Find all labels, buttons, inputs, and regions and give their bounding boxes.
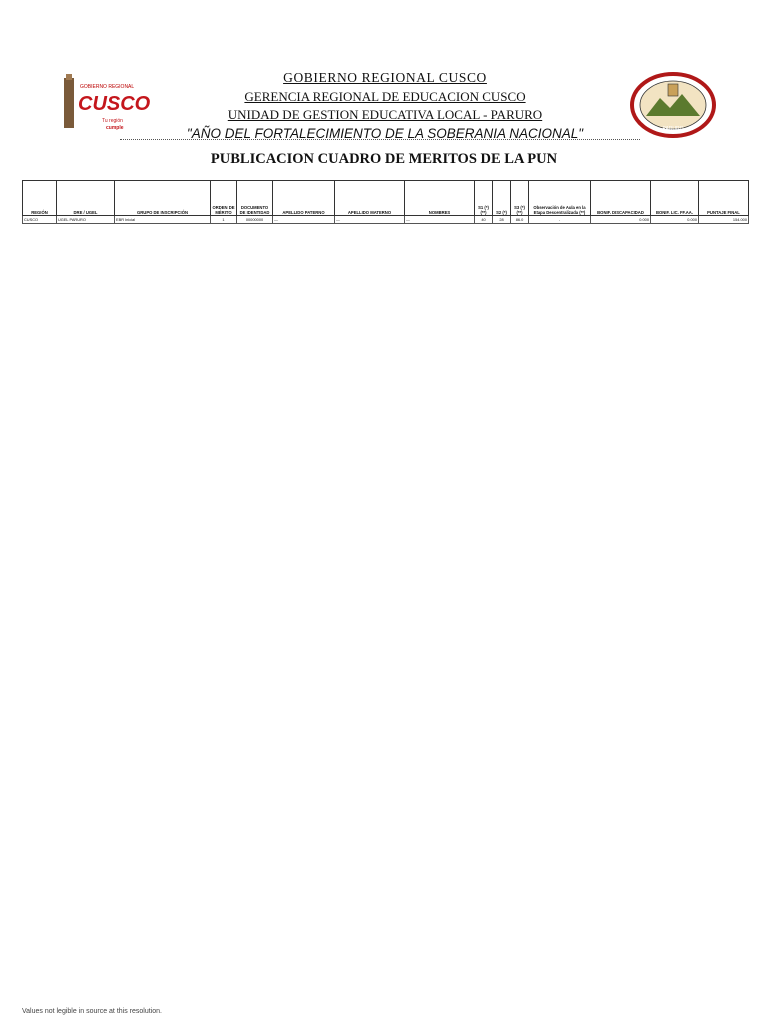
gobierno-regional-line: GOBIERNO REGIONAL CUSCO: [283, 70, 487, 85]
table-row: [23, 216, 749, 224]
ugel-paruro-seal: [630, 72, 716, 138]
column-header: BONIF. LIC. FF.AA.: [651, 181, 699, 216]
column-header: BONIF. DISCAPACIDAD: [591, 181, 651, 216]
document-header: [0, 0, 768, 150]
header-text-block: [150, 70, 620, 141]
column-header: DOCUMENTO DE IDENTIDAD: [237, 181, 273, 216]
table-cell: —: [405, 216, 475, 224]
svg-text:PARURO: PARURO: [662, 126, 684, 132]
table-cell: -: [529, 216, 591, 224]
table-cell: 1: [211, 216, 237, 224]
table-cell: 154.000: [699, 216, 749, 224]
page-title: PUBLICACION CUADRO DE MERITOS DE LA PUN: [210, 151, 558, 167]
table-header-row: [23, 181, 749, 216]
column-header: DRE / UGEL: [57, 181, 115, 216]
column-header: NOMBRES: [405, 181, 475, 216]
column-header: S1 (*) (**): [475, 181, 493, 216]
table-cell: CUSCO: [23, 216, 57, 224]
table-cell: 28: [493, 216, 511, 224]
legibility-note: Values not legible in source at this resolution.: [22, 1008, 162, 1015]
column-header: PUNTAJE FINAL: [699, 181, 749, 216]
merit-table: [22, 180, 749, 224]
table-cell: 0.000: [651, 216, 699, 224]
table-cell: 40: [475, 216, 493, 224]
table-cell: —: [273, 216, 335, 224]
column-header: REGIÓN: [23, 181, 57, 216]
gobierno-regional-cusco-logo: [60, 72, 151, 134]
column-header: S3 (*) (**): [511, 181, 529, 216]
column-header: S2 (*): [493, 181, 511, 216]
column-header: ORDEN DE MÉRITO: [211, 181, 237, 216]
merit-table-container: [22, 180, 748, 1015]
svg-text:GOBIERNO REGIONAL: GOBIERNO REGIONAL: [80, 84, 135, 90]
table-body: [23, 216, 749, 224]
column-header: APELLIDO MATERNO: [335, 181, 405, 216]
column-header: Observación de Aula en la Etapa Descentralizada (**): [529, 181, 591, 216]
svg-text:cumple: cumple: [106, 125, 124, 131]
ugel-line: UNIDAD DE GESTION EDUCATIVA LOCAL - PARURO: [227, 107, 543, 122]
svg-text:Tu región: Tu región: [102, 118, 123, 124]
table-cell: 00000000: [237, 216, 273, 224]
column-header: GRUPO DE INSCRIPCIÓN: [115, 181, 211, 216]
table-cell: 86.0: [511, 216, 529, 224]
header-divider: [120, 139, 640, 140]
year-motto-line: "AÑO DEL FORTALECIMIENTO DE LA SOBERANIA NACIONAL": [186, 126, 584, 141]
gerencia-regional-line: GERENCIA REGIONAL DE EDUCACION CUSCO: [244, 89, 526, 104]
table-cell: 0.000: [591, 216, 651, 224]
column-header: APELLIDO PATERNO: [273, 181, 335, 216]
table-cell: —: [335, 216, 405, 224]
table-cell: EBR Inicial: [115, 216, 211, 224]
table-cell: UGEL PARURO: [57, 216, 115, 224]
svg-text:CUSCO: CUSCO: [78, 93, 151, 115]
